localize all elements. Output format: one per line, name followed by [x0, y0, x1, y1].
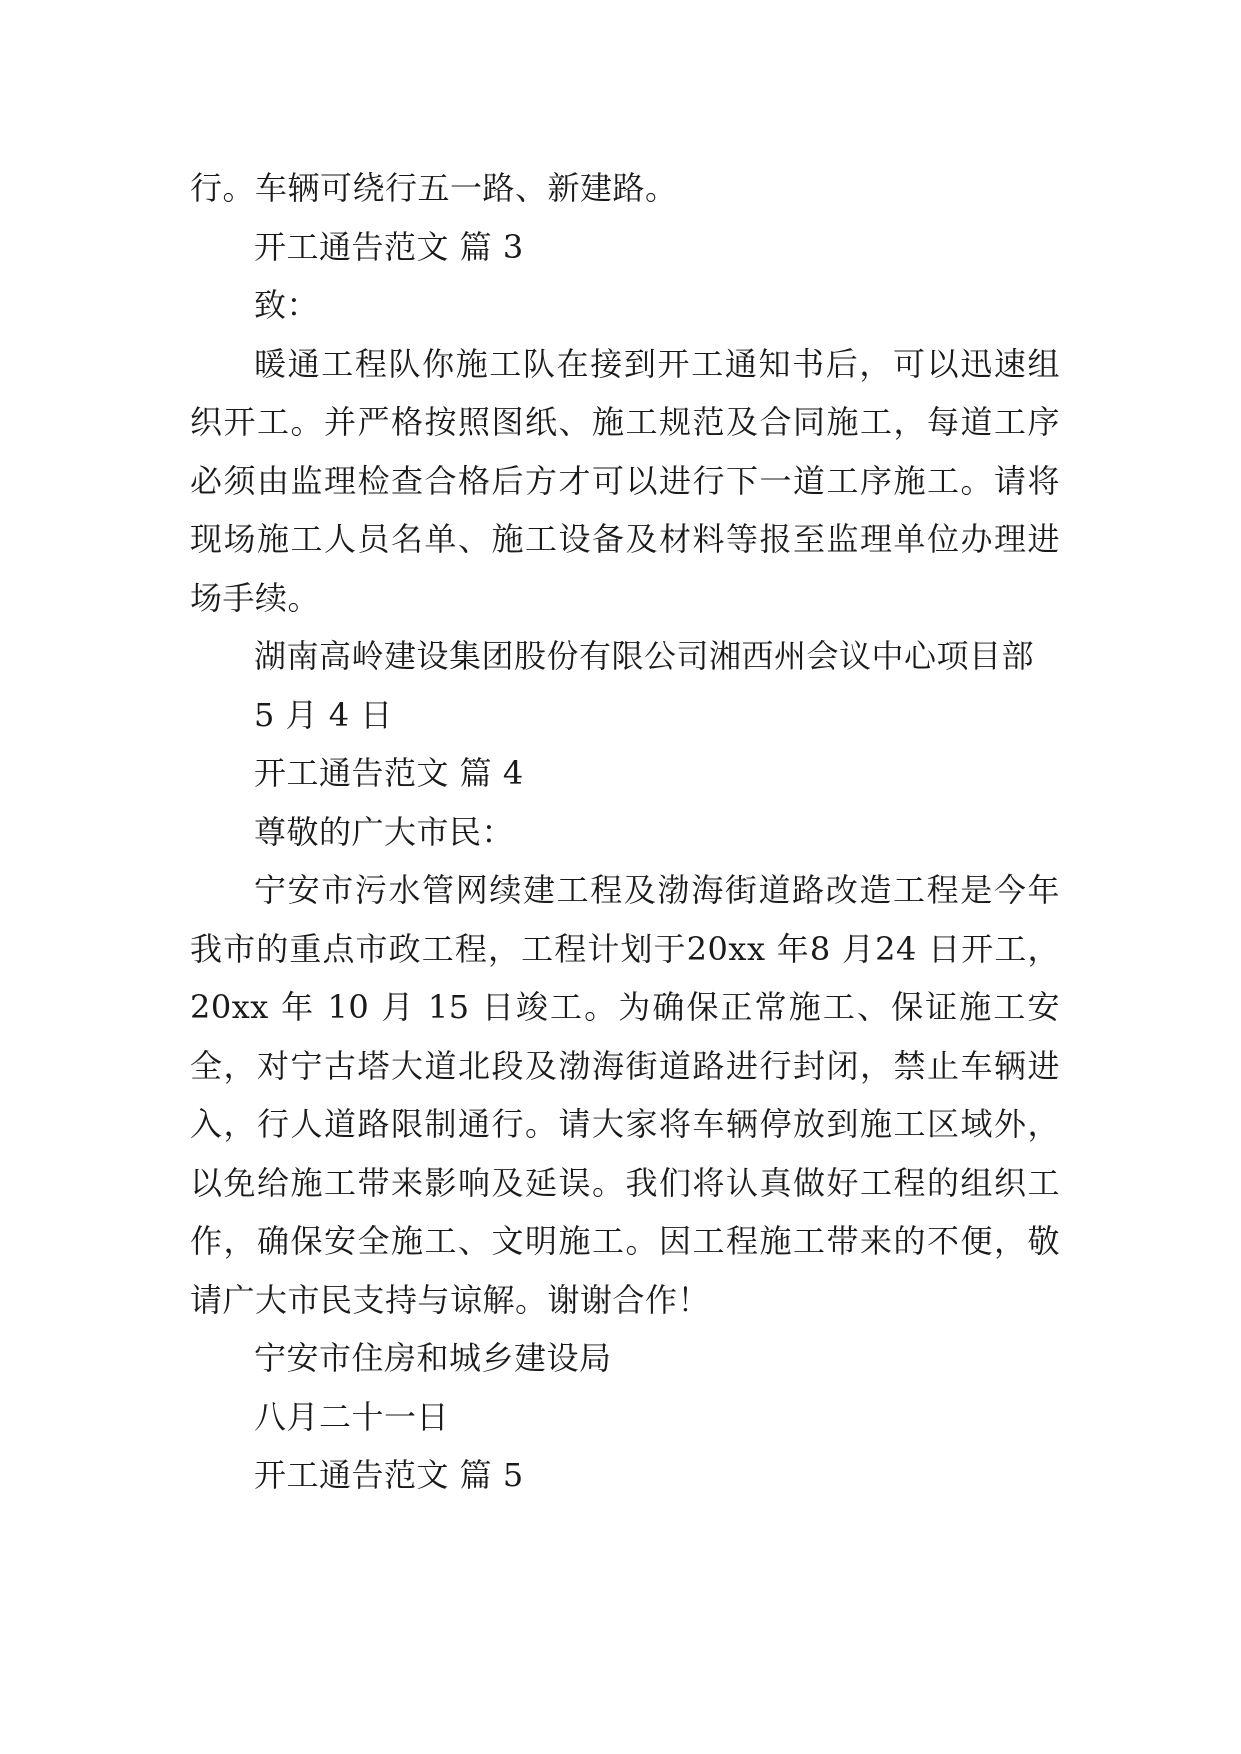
section-heading-3: 开工通告范文 篇 3	[254, 227, 524, 266]
salutation: 致：	[254, 286, 320, 324]
section-heading-5: 开工通告范文 篇 5	[254, 1456, 524, 1494]
signature-date-3: 5 月 4 日	[254, 695, 393, 734]
signature-organization-4: 宁安市住房和城乡建设局	[254, 1339, 612, 1377]
salutation-4: 尊敬的广大市民：	[254, 812, 515, 851]
paragraph-notice-body-3: 暖通工程队你施工队在接到开工通知书后，可以迅速组织开工。并严格按照图纸、施工规范及合同施工，每道工序必须由监理检查合格后方才可以进行下一道工序施工。请将现场施工人员名单、施工设备及材料等报至监理单位办理进场手续。	[190, 344, 1060, 617]
section-heading-4: 开工通告范文 篇 4	[254, 754, 524, 792]
paragraph-continuation: 行。车辆可绕行五一路、新建路。	[190, 169, 678, 207]
signature-organization-3: 湖南高岭建设集团股份有限公司湘西州会议中心项目部	[254, 637, 1035, 675]
signature-date-4: 八月二十一日	[254, 1397, 450, 1436]
document-body	[190, 159, 1060, 1505]
paragraph-notice-body-4: 宁安市污水管网续建工程及渤海街道路改造工程是今年我市的重点市政工程，工程计划于20xx 年8 月24 日开工，20xx 年 10 月 15 日竣工。为确保正常施工、保证施工安全，对宁古塔大道北段及渤海街道路进行封闭，禁止车辆进入，行人道路限制通行。请大家将车辆停放到施工区域外，以免给施工带来影响及延误。我们将认真做好工程的组织工作，确保安全施工、文明施工。因工程施工带来的不便，敬请广大市民支持与谅解。谢谢合作！	[190, 871, 1060, 1319]
